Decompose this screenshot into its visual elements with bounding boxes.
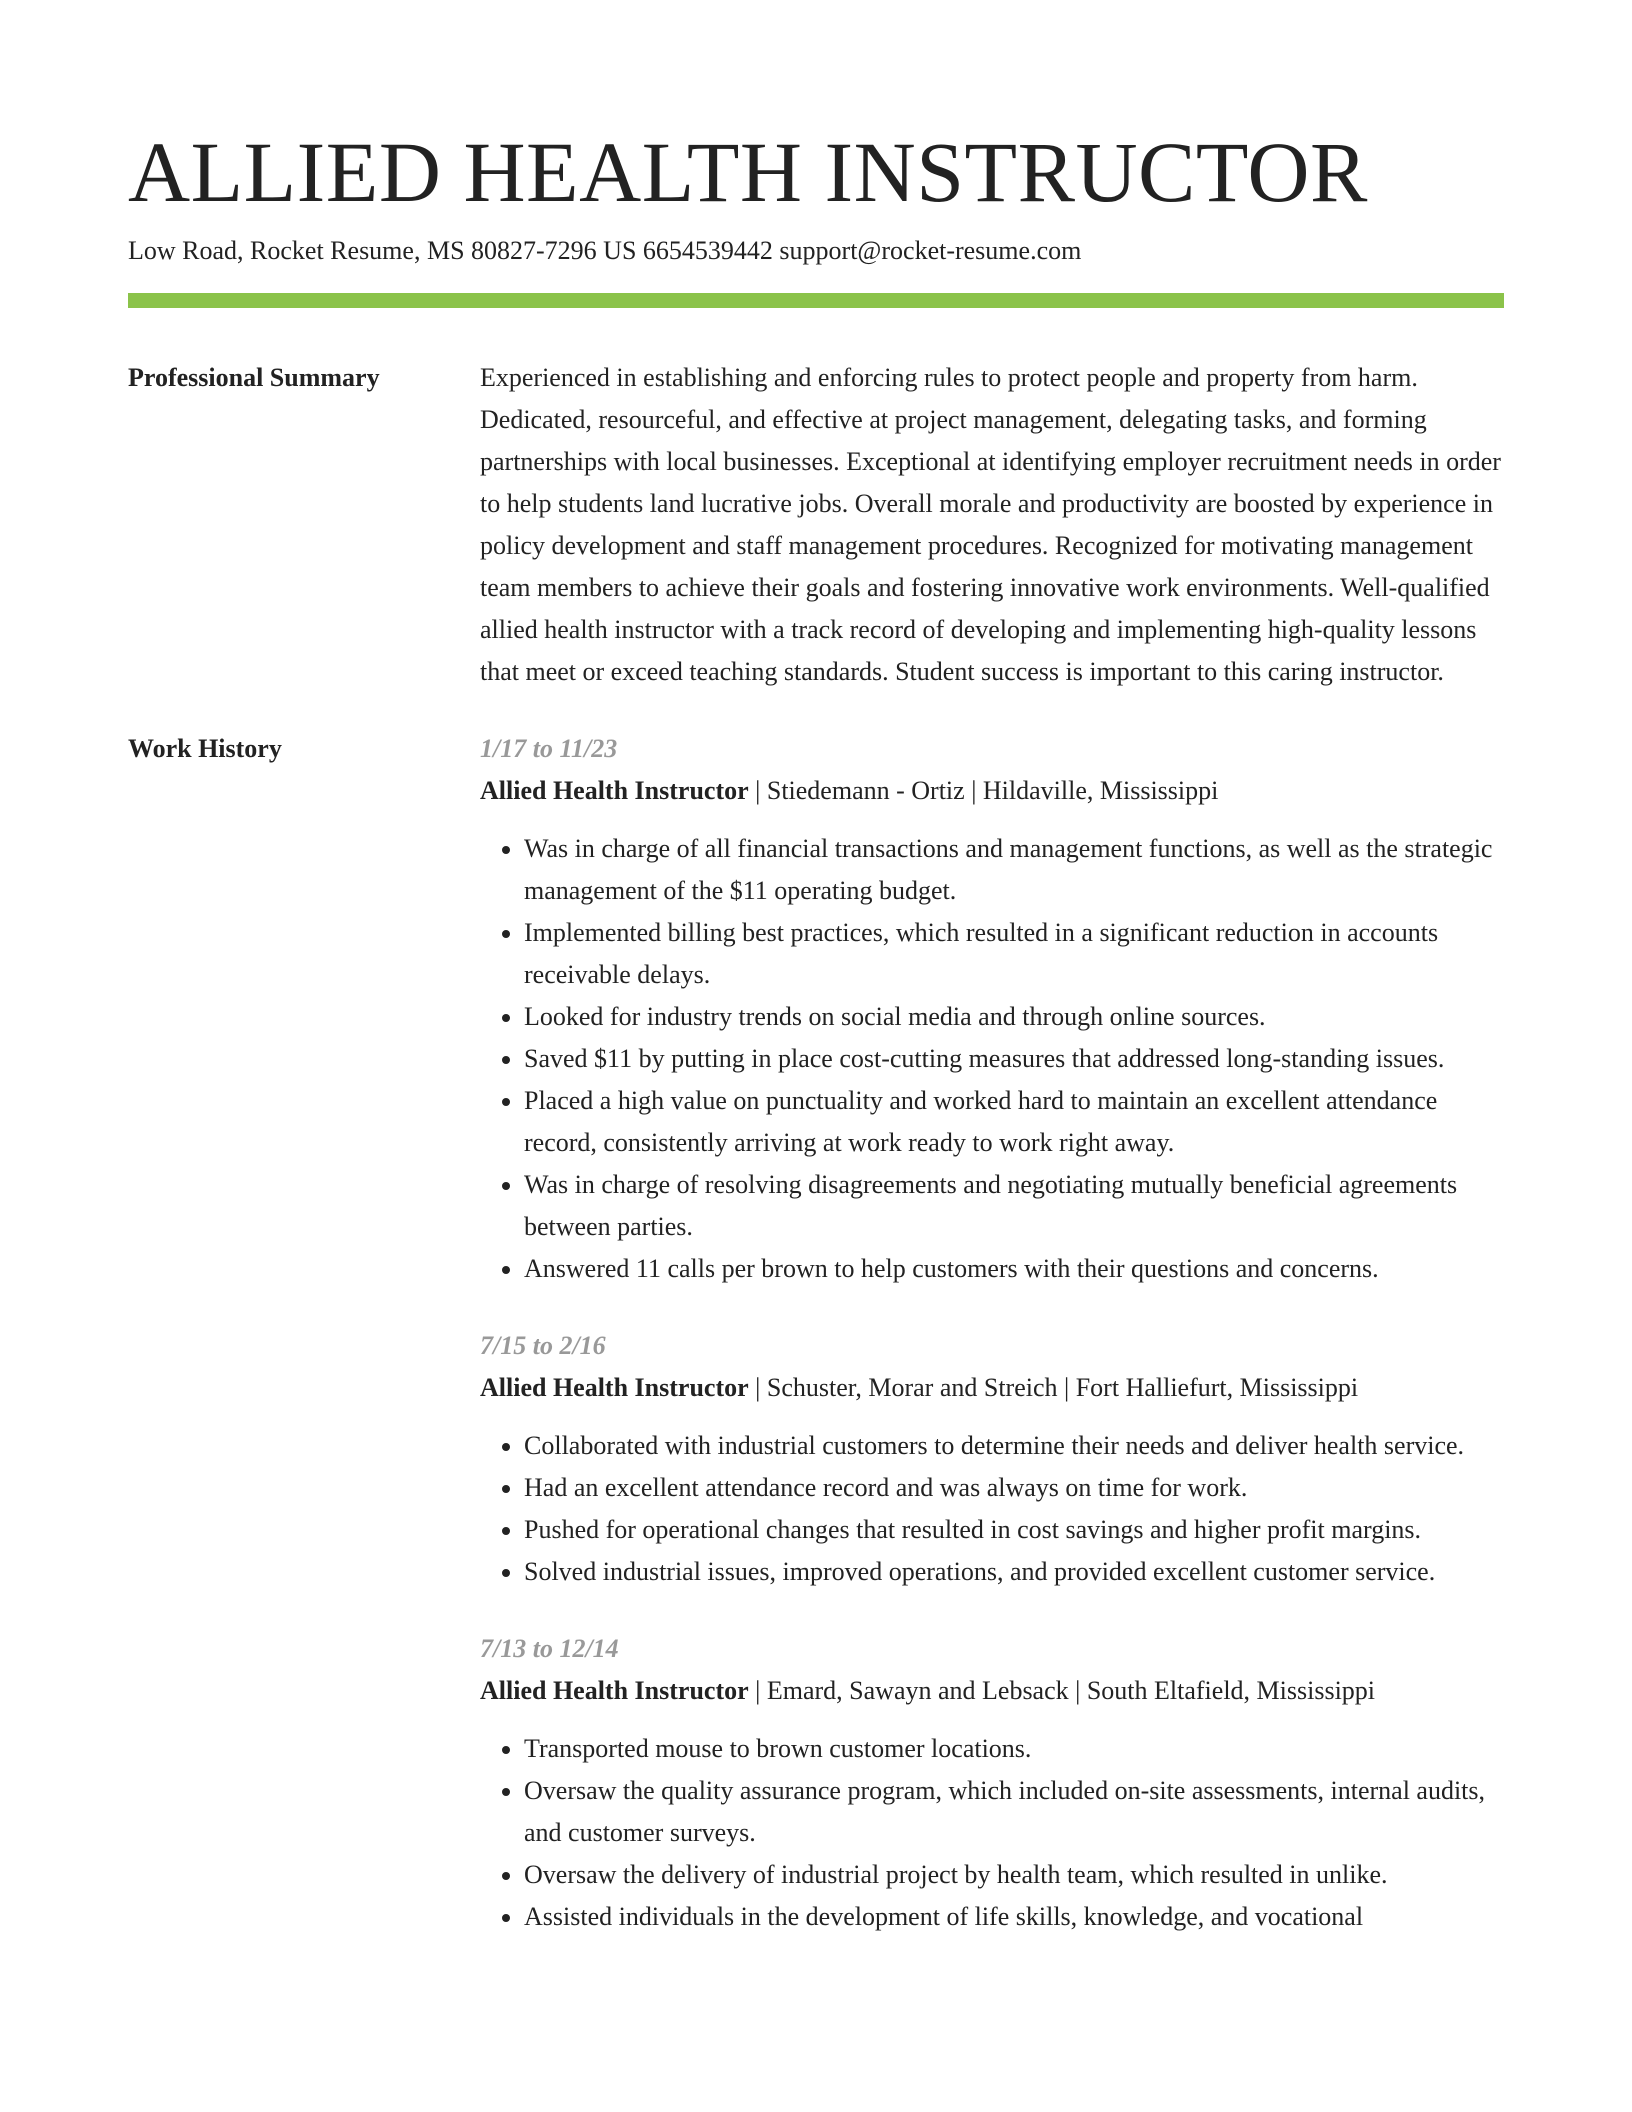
job-role: Allied Health Instructor: [480, 1676, 749, 1705]
job-entry: [480, 1325, 1504, 1593]
job-bullets: [480, 1425, 1504, 1593]
work-history-body: [480, 728, 1504, 1973]
job-entry: [480, 1628, 1504, 1938]
job-bullet: • Oversaw the quality assurance program, which included on-site assessments, internal audits, and customer surveys.: [524, 1770, 1504, 1854]
job-bullet: • Implemented billing best practices, which resulted in a significant reduction in accounts receivable delays.: [524, 912, 1504, 996]
job-details: | Stiedemann - Ortiz | Hildaville, Mississippi: [748, 776, 1219, 805]
job-title-line: [480, 770, 1504, 812]
job-dates: 1/17 to 11/23: [480, 734, 618, 763]
job-bullet: • Was in charge of all financial transactions and management functions, as well as the strategic management of the $11 operating budget.: [524, 828, 1504, 912]
job-role: Allied Health Instructor: [480, 776, 749, 805]
summary-text: Experienced in establishing and enforcing rules to protect people and property from harm. Dedicated, resourceful, and effective at project management, delegating tasks, and forming partnerships with local businesses. Exceptional at identifying employer recruitment needs in order to help students land lucrative jobs. Overall morale and productivity are boosted by experience in policy development and staff management procedures. Recognized for motivating management team members to achieve their goals and fostering innovative work environments. Well-qualified allied health instructor with a track record of developing and implementing high-quality lessons that meet or exceed teaching standards. Student success is important to this caring instructor.: [480, 363, 1501, 686]
header-divider: [128, 293, 1504, 308]
job-bullet: • Transported mouse to brown customer locations.: [524, 1728, 1504, 1770]
work-history-section: [128, 728, 1504, 1973]
job-bullet: • Was in charge of resolving disagreements and negotiating mutually beneficial agreements between parties.: [524, 1164, 1504, 1248]
contact-line: [128, 234, 1504, 268]
job-bullet: • Collaborated with industrial customers to determine their needs and deliver health service.: [524, 1425, 1504, 1467]
job-bullet: • Looked for industry trends on social media and through online sources.: [524, 996, 1504, 1038]
job-bullet: • Solved industrial issues, improved operations, and provided excellent customer service.: [524, 1551, 1504, 1593]
job-bullet: • Assisted individuals in the development of life skills, knowledge, and vocational: [524, 1896, 1504, 1938]
job-entry: [480, 728, 1504, 1290]
job-bullets: [480, 1728, 1504, 1938]
work-history-heading: Work History: [128, 734, 282, 763]
resume-name: ALLIED HEALTH INSTRUCTOR: [128, 124, 1368, 220]
contact-address: Low Road, Rocket Resume, MS 80827-7296 US: [128, 236, 637, 265]
job-bullet: • Saved $11 by putting in place cost-cutting measures that addressed long-standing issues.: [524, 1038, 1504, 1080]
job-title-line: [480, 1367, 1504, 1409]
contact-email: support@rocket-resume.com: [779, 236, 1082, 265]
job-dates: 7/13 to 12/14: [480, 1634, 619, 1663]
job-bullet: • Placed a high value on punctuality and worked hard to maintain an excellent attendance record, consistently arriving at work ready to work right away.: [524, 1080, 1504, 1164]
job-title-line: [480, 1670, 1504, 1712]
job-role: Allied Health Instructor: [480, 1373, 749, 1402]
summary-heading: Professional Summary: [128, 363, 380, 392]
summary-body: [480, 357, 1504, 693]
summary-section: [128, 357, 1504, 693]
contact-phone: 6654539442: [642, 236, 773, 265]
resume-page: [128, 0, 1504, 1973]
job-bullet: • Had an excellent attendance record and was always on time for work.: [524, 1467, 1504, 1509]
job-bullet: • Pushed for operational changes that resulted in cost savings and higher profit margins.: [524, 1509, 1504, 1551]
job-bullet: • Answered 11 calls per brown to help customers with their questions and concerns.: [524, 1248, 1504, 1290]
job-bullet: • Oversaw the delivery of industrial project by health team, which resulted in unlike.: [524, 1854, 1504, 1896]
job-details: | Schuster, Morar and Streich | Fort Halliefurt, Mississippi: [748, 1373, 1359, 1402]
job-details: | Emard, Sawayn and Lebsack | South Eltafield, Mississippi: [748, 1676, 1376, 1705]
job-bullets: [480, 828, 1504, 1290]
job-dates: 7/15 to 2/16: [480, 1331, 606, 1360]
